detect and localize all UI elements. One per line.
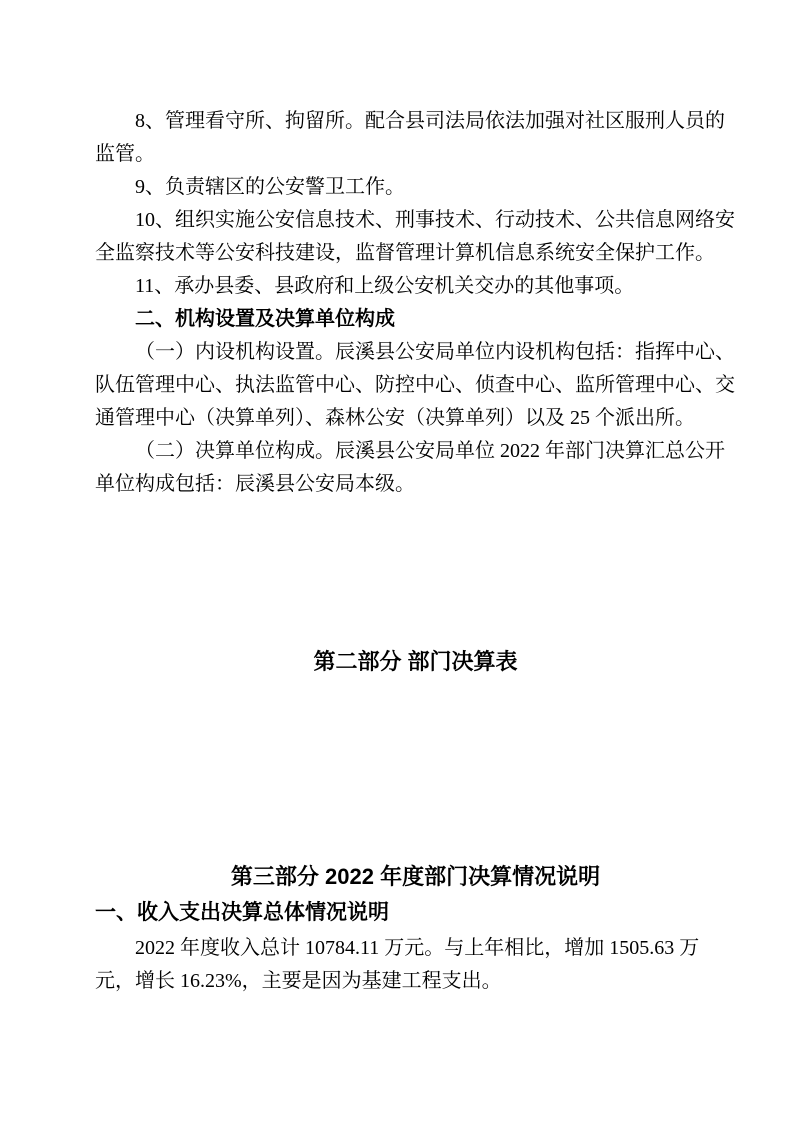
- paragraph-line: 单位构成包括：辰溪县公安局本级。: [95, 473, 415, 495]
- paragraph-line: （一）内设机构设置。辰溪县公安局单位内设机构包括：指挥中心、: [135, 341, 735, 363]
- section3-subheading: 一、收入支出决算总体情况说明: [95, 901, 389, 924]
- section1-subheading-2: 二、机构设置及决算单位构成: [135, 308, 395, 330]
- section2-heading: 第二部分 部门决算表: [313, 649, 518, 674]
- paragraph-line: 全监察技术等公安科技建设，监督管理计算机信息系统安全保护工作。: [95, 242, 715, 264]
- paragraph-line: 9、负责辖区的公安警卫工作。: [135, 176, 405, 198]
- paragraph-line: 8、管理看守所、拘留所。配合县司法局依法加强对社区服刑人员的: [135, 110, 725, 132]
- summary-paragraph: [95, 932, 704, 998]
- paragraph-line: 监管。: [95, 143, 155, 165]
- section3-heading: 第三部分 2022 年度部门决算情况说明: [230, 864, 601, 889]
- paragraph-line: 元，增长 16.23%，主要是因为基建工程支出。: [95, 970, 502, 992]
- body-text-block: [95, 105, 735, 501]
- paragraph-line: （二）决算单位构成。辰溪县公安局单位 2022 年部门决算汇总公开: [135, 440, 725, 462]
- paragraph-line: 队伍管理中心、执法监管中心、防控中心、侦查中心、监所管理中心、交: [95, 374, 735, 396]
- paragraph-line: 11、承办县委、县政府和上级公安机关交办的其他事项。: [135, 275, 635, 297]
- paragraph-line: 10、组织实施公安信息技术、刑事技术、行动技术、公共信息网络安: [135, 209, 735, 231]
- paragraph-line: 通管理中心（决算单列）、森林公安（决算单列）以及 25 个派出所。: [95, 407, 695, 429]
- paragraph-line: 2022 年度收入总计 10784.11 万元。与上年相比，增加 1505.63 万: [135, 937, 700, 959]
